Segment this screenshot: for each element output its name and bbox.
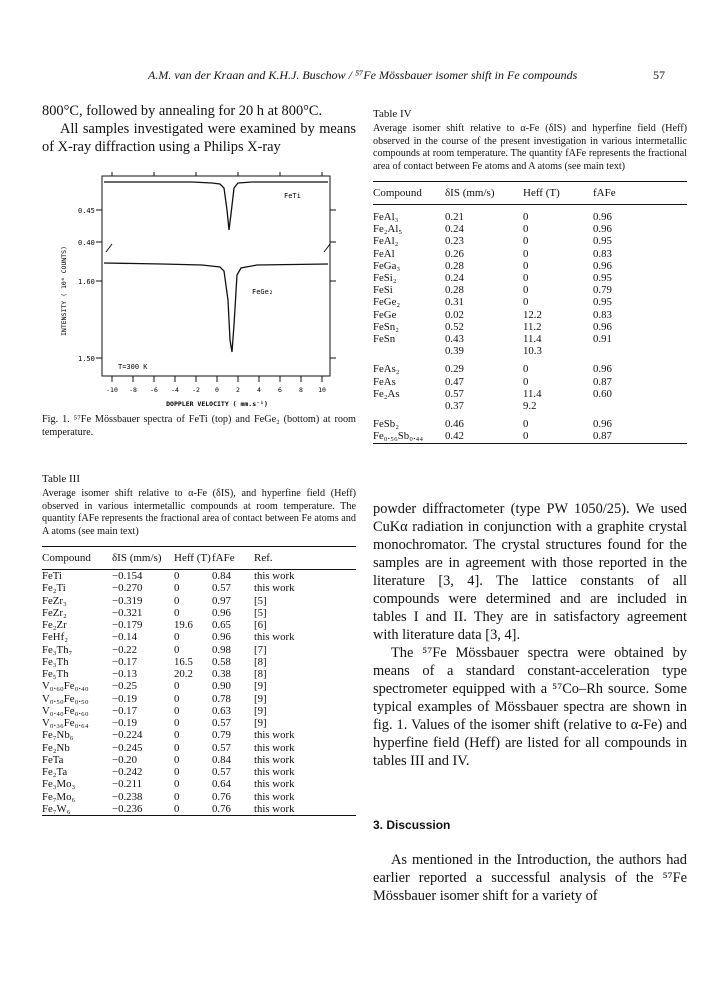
table3-cell: −0.13 [112, 668, 137, 680]
table4-cell: 0.96 [593, 211, 612, 223]
table3-cell: −0.236 [112, 802, 143, 815]
table4-header: fAFe [593, 182, 687, 205]
table3-row [42, 717, 356, 729]
table3-row [42, 570, 356, 583]
table3-cell: −0.179 [112, 619, 143, 631]
table3-cell: 0 [174, 570, 180, 582]
right-paragraph-1: powder diffractometer (type PW 1050/25). We used CuKα radiation in conjunction with a graphite crystal monochromator. The crystal structures found for the samples are in agreement with those reported in the literature [3, 4]. The lattice constants of all compounds were determined and are included in tables I and II. They are in satisfactory agreement with literature data [3, 4]. [373, 501, 687, 643]
table3-cell: 16.5 [174, 655, 193, 668]
x-tick-label: -6 [150, 386, 158, 394]
table3-row [42, 644, 356, 656]
table3-cell: 20.2 [174, 668, 193, 680]
table3-cell: [9] [254, 704, 267, 717]
x-tick-label: 4 [257, 386, 261, 394]
y-tick-label: 0.45 [78, 207, 95, 215]
table4-cell: 11.4 [523, 333, 542, 346]
table4-cell: 0.87 [593, 430, 612, 443]
x-tick-label: -2 [192, 386, 200, 394]
table3-cell: V₀.₃₆Fe₀.₆₄ [42, 717, 89, 729]
table4-cell: 0 [523, 272, 529, 285]
table4-row [373, 412, 687, 430]
table4-row [373, 400, 687, 412]
table3-row [42, 619, 356, 631]
table4-row [373, 235, 687, 247]
table3-cell: this work [254, 582, 295, 595]
x-tick-label: 0 [215, 386, 219, 394]
table3-cell: V₀.₆₀Fe₀.₄₀ [42, 680, 89, 693]
x-axis-label: DOPPLER VELOCITY ( mm.s⁻¹) [166, 400, 268, 408]
table3-cell: 0.96 [212, 631, 231, 644]
discussion-text [373, 851, 687, 905]
page-number: 57 [653, 68, 665, 82]
table3-cell: 0.76 [212, 790, 231, 803]
table3-row [42, 680, 356, 692]
table4-cell: 0.31 [445, 296, 464, 309]
table4-cell: 0 [523, 363, 529, 376]
mossbauer-figure [42, 160, 356, 410]
table3-cell: 0 [174, 606, 180, 619]
y-tick-label: 1.60 [78, 278, 95, 286]
table3-cell: −0.25 [112, 680, 137, 693]
y-axis-label: INTENSITY ( 10⁶ COUNTS) [60, 245, 68, 336]
table3-body [42, 570, 356, 816]
table4-cell: FeSi [373, 284, 393, 297]
table3-cell: 0.96 [212, 606, 231, 619]
table3-label: Table III [42, 473, 81, 485]
left-top-text [42, 102, 356, 156]
table4-cell: FeAl [373, 247, 395, 260]
table3-cell: [9] [254, 692, 267, 705]
table3-cell: Fe₃Mo₃ [42, 778, 76, 791]
table3-cell: 0.84 [212, 753, 231, 766]
table3-cell: −0.17 [112, 704, 137, 717]
table4-label: Table IV [373, 108, 412, 120]
table3-row [42, 742, 356, 754]
x-tick-marks [112, 172, 322, 382]
table4-cell: 0.02 [445, 308, 464, 321]
table3-cell: 0.98 [212, 643, 231, 656]
table3-cell: 0.84 [212, 570, 231, 582]
table4-cell: 9.2 [523, 400, 537, 413]
table3-cell: −0.245 [112, 741, 143, 754]
table4-cell: Fe₀.₅₆Sb₀.₄₄ [373, 430, 424, 443]
table3-cell: FeZr₃ [42, 594, 67, 607]
table3-cell: 0 [174, 778, 180, 791]
table4-row [373, 333, 687, 345]
table4-cell: 0.96 [593, 363, 612, 376]
table4-cell: 0.23 [445, 235, 464, 248]
table3-cell: [9] [254, 680, 267, 693]
table3-cell: 0 [174, 643, 180, 656]
table3-cell: 0.90 [212, 680, 231, 693]
table4-cell: 0 [523, 259, 529, 272]
table4-cell: FeGe₂ [373, 296, 401, 309]
table4-cell: FeGa₃ [373, 259, 401, 272]
table3-cell: 0 [174, 704, 180, 717]
table4-cell: 0.47 [445, 375, 464, 388]
table4-cell: 0.21 [445, 211, 464, 223]
table4-cell: FeAs [373, 375, 396, 388]
table3-cell: −0.19 [112, 692, 137, 705]
table4-cell: Fe₂Al₅ [373, 223, 403, 236]
table3-cell: 0.78 [212, 692, 231, 705]
table4-cell: 0.28 [445, 284, 464, 297]
table3-cell: −0.20 [112, 753, 137, 766]
table4-cell: 0.28 [445, 259, 464, 272]
table4-row [373, 205, 687, 224]
table3-row [42, 803, 356, 816]
y-tick-label: 1.50 [78, 355, 95, 363]
table4-cell: 0.52 [445, 320, 464, 333]
table3-cell: −0.238 [112, 790, 143, 803]
table3-header: Compound [42, 547, 112, 570]
table3-cell: this work [254, 778, 295, 791]
temperature-label: T=300 K [118, 363, 148, 371]
left-paragraph-2: All samples investigated were examined by means of X-ray diffraction using a Philips X-ray [42, 121, 356, 155]
table3-cell: Fe₂Nb [42, 741, 70, 754]
table4-row [373, 345, 687, 357]
table4-cell [373, 400, 445, 412]
table4-block [373, 108, 687, 444]
table3-cell: this work [254, 741, 295, 754]
table3-cell: this work [254, 802, 295, 815]
table3-cell: FeTi [42, 570, 63, 582]
table4-caption: Average isomer shift relative to α-Fe (δIS) and hyperfine field (Heff) observed in the course of the present investigation in various intermetallic compounds at room temperature. The quantity fAFe represents the fractional area of contact between Fe atoms and A atoms (see main text) [373, 123, 687, 172]
x-tick-label: -10 [106, 386, 118, 394]
table3-cell: this work [254, 790, 295, 803]
discussion-paragraph: As mentioned in the Introduction, the authors had earlier reported a successful analysis of the ⁵⁷Fe Mössbauer isomer shift for a variety of [373, 852, 687, 904]
table4-cell: 0.42 [445, 430, 464, 443]
table4-cell: FeSb₂ [373, 418, 399, 431]
table3-cell: −0.242 [112, 766, 143, 778]
table4-row [373, 430, 687, 443]
table3-cell: −0.17 [112, 655, 137, 668]
table3-cell: 0 [174, 729, 180, 742]
table3-cell: 0 [174, 680, 180, 693]
table4-cell: 12.2 [523, 308, 542, 321]
table3-cell: 0.97 [212, 594, 231, 607]
table3-cell: V₀.₄₀Fe₀.₆₀ [42, 704, 89, 717]
axis-break-mark [324, 244, 330, 252]
table4-cell: 0.95 [593, 272, 612, 285]
table4-header: Compound [373, 182, 445, 205]
table3-row [42, 791, 356, 803]
table4-cell [593, 345, 687, 357]
table3-cell: Fe₇Nb₆ [42, 729, 74, 742]
table3-caption: Average isomer shift relative to α-Fe (δIS), and hyperfine field (Heff) observed in various intermetallic compounds at room temperature. The quantity fAFe represents the fractional area of contact between Fe atoms and A atoms (see main text) [42, 488, 356, 537]
right-paragraph-2: The ⁵⁷Fe Mössbauer spectra were obtained by means of a standard constant-acceleration type spectrometer equipped with a ⁵⁷Co–Rh source. Some typical examples of Mössbauer spectra are shown in fig. 1. Values of the isomer shift (relative to α-Fe) and hyperfine field (Heff) are listed for all compounds in tables III and IV. [373, 645, 687, 769]
table3-cell: 0 [174, 790, 180, 803]
table4-cell: 0 [523, 211, 529, 223]
table4-cell: 0.96 [593, 259, 612, 272]
table3-header-row [42, 547, 356, 570]
table4-cell: 0 [523, 375, 529, 388]
table4-cell: 0.24 [445, 272, 464, 285]
table3-cell: 0.58 [212, 655, 231, 668]
table3-cell: FeZr₂ [42, 606, 67, 619]
table3-header: fAFe [212, 547, 254, 570]
table3-cell: FeTa [42, 753, 64, 766]
table3-cell: −0.19 [112, 717, 137, 729]
table4-cell: 0 [523, 296, 529, 309]
table4-cell: 0 [523, 223, 529, 236]
table4-cell: 0.39 [445, 345, 464, 358]
table4-cell: 0 [523, 418, 529, 431]
y-tick-label: 0.40 [78, 239, 95, 247]
table4-cell: FeSn₂ [373, 320, 399, 333]
table3-cell: 0.57 [212, 582, 231, 595]
table3-row [42, 668, 356, 680]
table3-cell: −0.319 [112, 594, 143, 607]
feti-spectrum [104, 182, 328, 230]
table4-cell: 0.83 [593, 247, 612, 260]
table4-row [373, 376, 687, 388]
running-head-title: A.M. van der Kraan and K.H.J. Buschow / ⁵⁷Fe Mössbauer isomer shift in Fe compounds [148, 68, 578, 82]
table3-cell: 0.38 [212, 668, 231, 680]
table3-cell: −0.211 [112, 778, 142, 791]
right-body-text [373, 500, 687, 770]
table4-cell [593, 400, 687, 412]
table4-row [373, 248, 687, 260]
table3-cell: [6] [254, 619, 267, 631]
table3-cell: [7] [254, 643, 267, 656]
figure-caption: Fig. 1. ⁵⁷Fe Mössbauer spectra of FeTi (top) and FeGe₂ (bottom) at room temperature. [42, 414, 356, 438]
table4-cell: Fe₂As [373, 387, 400, 400]
table4-cell: 0.95 [593, 296, 612, 309]
table4-cell: 0.95 [593, 235, 612, 248]
table4-cell: 10.3 [523, 345, 542, 358]
table3-cell: −0.154 [112, 570, 143, 582]
table4-row [373, 284, 687, 296]
table4-cell: 0.29 [445, 363, 464, 376]
table3-cell: 0.76 [212, 802, 231, 815]
label-feti: FeTi [284, 192, 301, 200]
table4-cell: FeGe [373, 308, 397, 321]
x-tick-label: 8 [299, 386, 303, 394]
table3-cell: −0.22 [112, 643, 137, 656]
table4-cell: 0.91 [593, 333, 612, 346]
table4-row [373, 296, 687, 308]
table4-header: Heff (T) [523, 182, 593, 205]
table4-header: δIS (mm/s) [445, 182, 523, 205]
table3-cell: [8] [254, 668, 267, 680]
table3-cell: 19.6 [174, 619, 193, 631]
table3-cell: FeHf₂ [42, 631, 68, 644]
table4-cell: 0 [523, 284, 529, 297]
table3-cell: −0.270 [112, 582, 143, 595]
table3-header: Heff (T) [174, 547, 212, 570]
table4-row [373, 260, 687, 272]
section-heading: 3. Discussion [373, 818, 451, 832]
table4-cell: 0.96 [593, 223, 612, 236]
table4-cell: 0 [523, 235, 529, 248]
table4-row [373, 388, 687, 400]
table4-row [373, 272, 687, 284]
table4-cell: FeAs₂ [373, 363, 400, 376]
table4-cell: FeAl₃ [373, 211, 399, 223]
label-fege2: FeGe₂ [252, 288, 274, 296]
table3-cell: 0.63 [212, 704, 231, 717]
table3-cell: 0 [174, 741, 180, 754]
table3-cell: [9] [254, 717, 267, 729]
table3 [42, 546, 356, 816]
table3-cell: Fe₇W₆ [42, 802, 71, 815]
table3-cell: 0.64 [212, 778, 231, 791]
table4-cell: 0.26 [445, 247, 464, 260]
table3-block [42, 473, 356, 816]
fege2-spectrum [104, 263, 328, 352]
table3-cell: [5] [254, 594, 267, 607]
table4-cell: 11.4 [523, 387, 542, 400]
table3-cell: 0 [174, 717, 180, 729]
table3-cell: this work [254, 570, 295, 582]
table3-cell: V₀.₅₀Fe₀.₅₀ [42, 692, 89, 705]
table3-cell: 0 [174, 582, 180, 595]
table3-row [42, 631, 356, 643]
table4-cell: 0.83 [593, 308, 612, 321]
table4-cell: 0.43 [445, 333, 464, 346]
table4-cell: 0 [523, 430, 529, 443]
table4-header-row [373, 182, 687, 205]
table4-cell: FeSn [373, 333, 396, 346]
table3-cell: −0.224 [112, 729, 143, 742]
table3-cell: 0.57 [212, 766, 231, 778]
table3-cell: 0.57 [212, 717, 231, 729]
table4-row [373, 357, 687, 375]
table3-header: Ref. [254, 547, 356, 570]
x-tick-labels [106, 386, 326, 394]
table4-row [373, 321, 687, 333]
table3-cell: Fe₇Mo₆ [42, 790, 76, 803]
table3-cell: Fe₂Zr [42, 619, 67, 631]
table3-cell: Fe₃Th₇ [42, 643, 73, 656]
table3-cell: 0 [174, 594, 180, 607]
table4-cell: FeAl₂ [373, 235, 399, 248]
table3-cell: [8] [254, 655, 267, 668]
table4-cell: 0.37 [445, 400, 464, 413]
x-tick-label: 6 [278, 386, 282, 394]
table3-cell: 0 [174, 766, 180, 778]
table3-cell: 0.57 [212, 741, 231, 754]
table4-cell: 11.2 [523, 320, 542, 333]
table4-body [373, 205, 687, 444]
x-tick-label: -4 [171, 386, 179, 394]
table4-cell: 0.57 [445, 387, 464, 400]
table4-cell: FeSi₂ [373, 272, 397, 285]
table3-row [42, 778, 356, 790]
table3-row [42, 582, 356, 594]
table3-row [42, 729, 356, 741]
table4 [373, 181, 687, 444]
table4-cell: 0.96 [593, 418, 612, 431]
table3-row [42, 656, 356, 668]
table3-row [42, 607, 356, 619]
table3-row [42, 705, 356, 717]
table3-cell: −0.321 [112, 606, 143, 619]
table3-cell: Fe₃Th [42, 655, 69, 668]
table3-cell: −0.14 [112, 631, 137, 644]
table3-cell: Fe₂Ta [42, 766, 68, 778]
plot-frame [102, 176, 330, 376]
x-tick-label: 10 [318, 386, 326, 394]
table3-cell: this work [254, 729, 295, 742]
x-tick-label: 2 [236, 386, 240, 394]
table3-cell: 0 [174, 753, 180, 766]
table3-cell: Fe₂Ti [42, 582, 66, 595]
table3-header: δIS (mm/s) [112, 547, 174, 570]
table3-cell: 0 [174, 802, 180, 815]
table4-cell: 0.79 [593, 284, 612, 297]
left-paragraph-1: 800°C, followed by annealing for 20 h at 800°C. [42, 103, 323, 119]
table3-row [42, 766, 356, 778]
table4-cell: 0.24 [445, 223, 464, 236]
table3-cell: 0 [174, 631, 180, 644]
table3-cell: 0 [174, 692, 180, 705]
table4-cell: 0.60 [593, 387, 612, 400]
table4-cell: 0 [523, 247, 529, 260]
table3-cell: this work [254, 631, 295, 644]
table3-cell: [5] [254, 606, 267, 619]
table4-row [373, 223, 687, 235]
table3-row [42, 595, 356, 607]
table3-cell: Fe₅Th [42, 668, 69, 680]
x-tick-label: -8 [129, 386, 137, 394]
table4-cell: 0.96 [593, 320, 612, 333]
table4-row [373, 309, 687, 321]
table3-cell: this work [254, 766, 295, 778]
table3-cell: this work [254, 753, 295, 766]
table4-cell [373, 345, 445, 357]
table3-row [42, 693, 356, 705]
table3-cell: 0.79 [212, 729, 231, 742]
table3-cell: 0.65 [212, 619, 231, 631]
table3-row [42, 754, 356, 766]
table4-cell: 0.46 [445, 418, 464, 431]
table4-cell: 0.87 [593, 375, 612, 388]
axis-break-mark [106, 244, 112, 252]
